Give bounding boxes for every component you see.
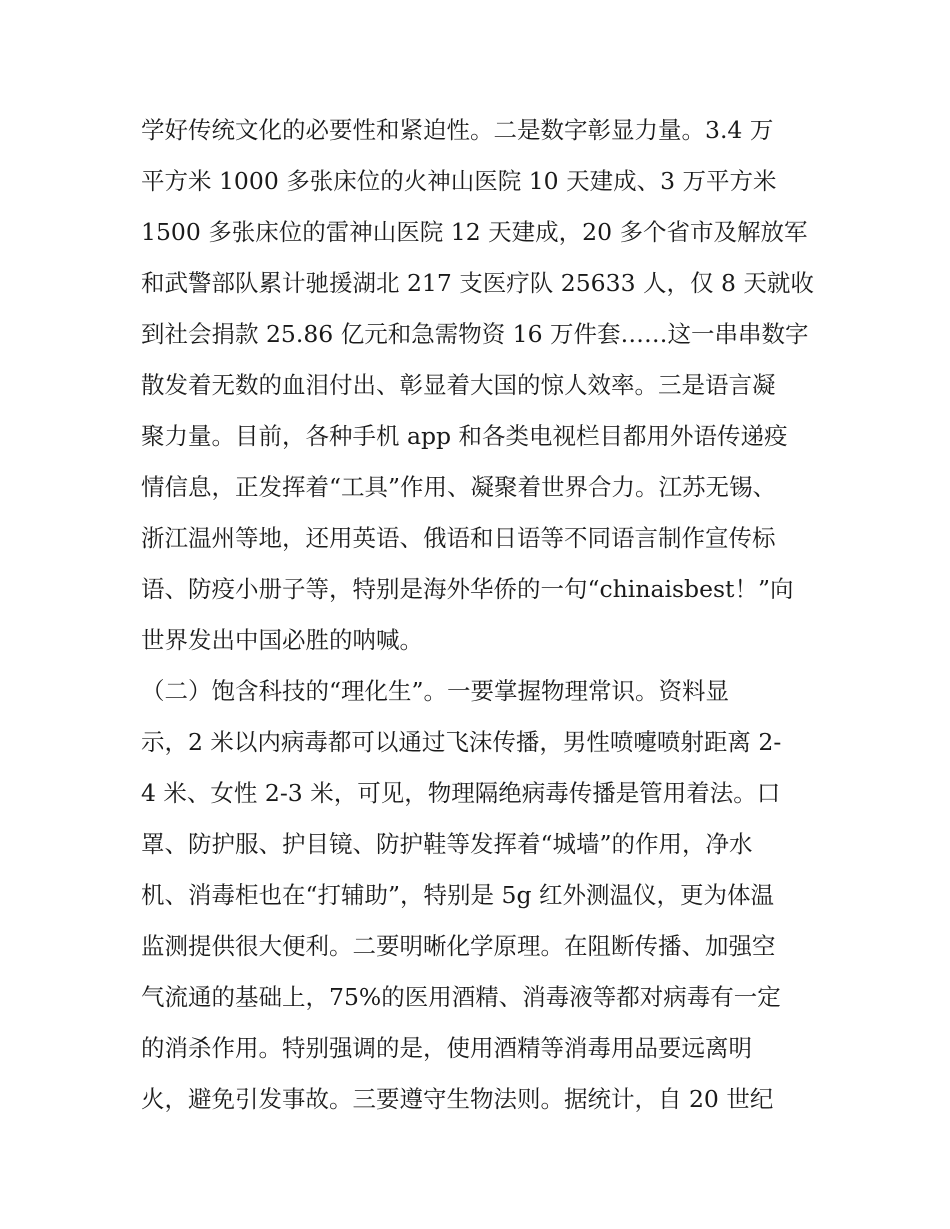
text-line: 的消杀作用。特别强调的是，使用酒精等消毒用品要远离明 <box>141 1034 752 1062</box>
text-line: 世界发出中国必胜的呐喊。 <box>141 626 423 654</box>
text-line: 聚力量。目前，各种手机 app 和各类电视栏目都用外语传递疫 <box>141 422 788 450</box>
text-line: 监测提供很大便利。二要明晰化学原理。在阻断传播、加强空 <box>141 932 776 960</box>
text-line: 1500 多张床位的雷神山医院 12 天建成，20 多个省市及解放军 <box>141 218 808 246</box>
text-line: 和武警部队累计驰援湖北 217 支医疗队 25633 人，仅 8 天就收 <box>141 269 814 297</box>
text-line: 气流通的基础上，75%的医用酒精、消毒液等都对病毒有一定 <box>141 983 781 1011</box>
text-line: （二）饱含科技的“理化生”。一要掌握物理常识。资料显 <box>141 677 730 705</box>
text-line: 学好传统文化的必要性和紧迫性。二是数字彰显力量。3.4 万 <box>141 116 774 144</box>
text-line: 情信息，正发挥着“工具”作用、凝聚着世界合力。江苏无锡、 <box>141 473 777 501</box>
text-line: 浙江温州等地，还用英语、俄语和日语等不同语言制作宣传标 <box>141 524 776 552</box>
text-line: 语、防疫小册子等，特别是海外华侨的一句“chinaisbest！”向 <box>141 575 794 603</box>
text-line: 机、消毒柜也在“打辅助”，特别是 5g 红外测温仪，更为体温 <box>141 881 774 909</box>
text-line: 到社会捐款 25.86 亿元和急需物资 16 万件套……这一串串数字 <box>141 320 809 348</box>
text-line: 平方米 1000 多张床位的火神山医院 10 天建成、3 万平方米 <box>141 167 777 195</box>
text-line: 散发着无数的血泪付出、彰显着大国的惊人效率。三是语言凝 <box>141 371 776 399</box>
text-line: 4 米、女性 2-3 米，可见，物理隔绝病毒传播是管用着法。口 <box>141 779 781 807</box>
text-line: 火，避免引发事故。三要遵守生物法则。据统计，自 20 世纪 <box>141 1085 774 1113</box>
text-line: 示，2 米以内病毒都可以通过飞沫传播，男性喷嚏喷射距离 2- <box>141 728 782 756</box>
text-line: 罩、防护服、护目镜、防护鞋等发挥着“城墙”的作用，净水 <box>141 830 753 858</box>
